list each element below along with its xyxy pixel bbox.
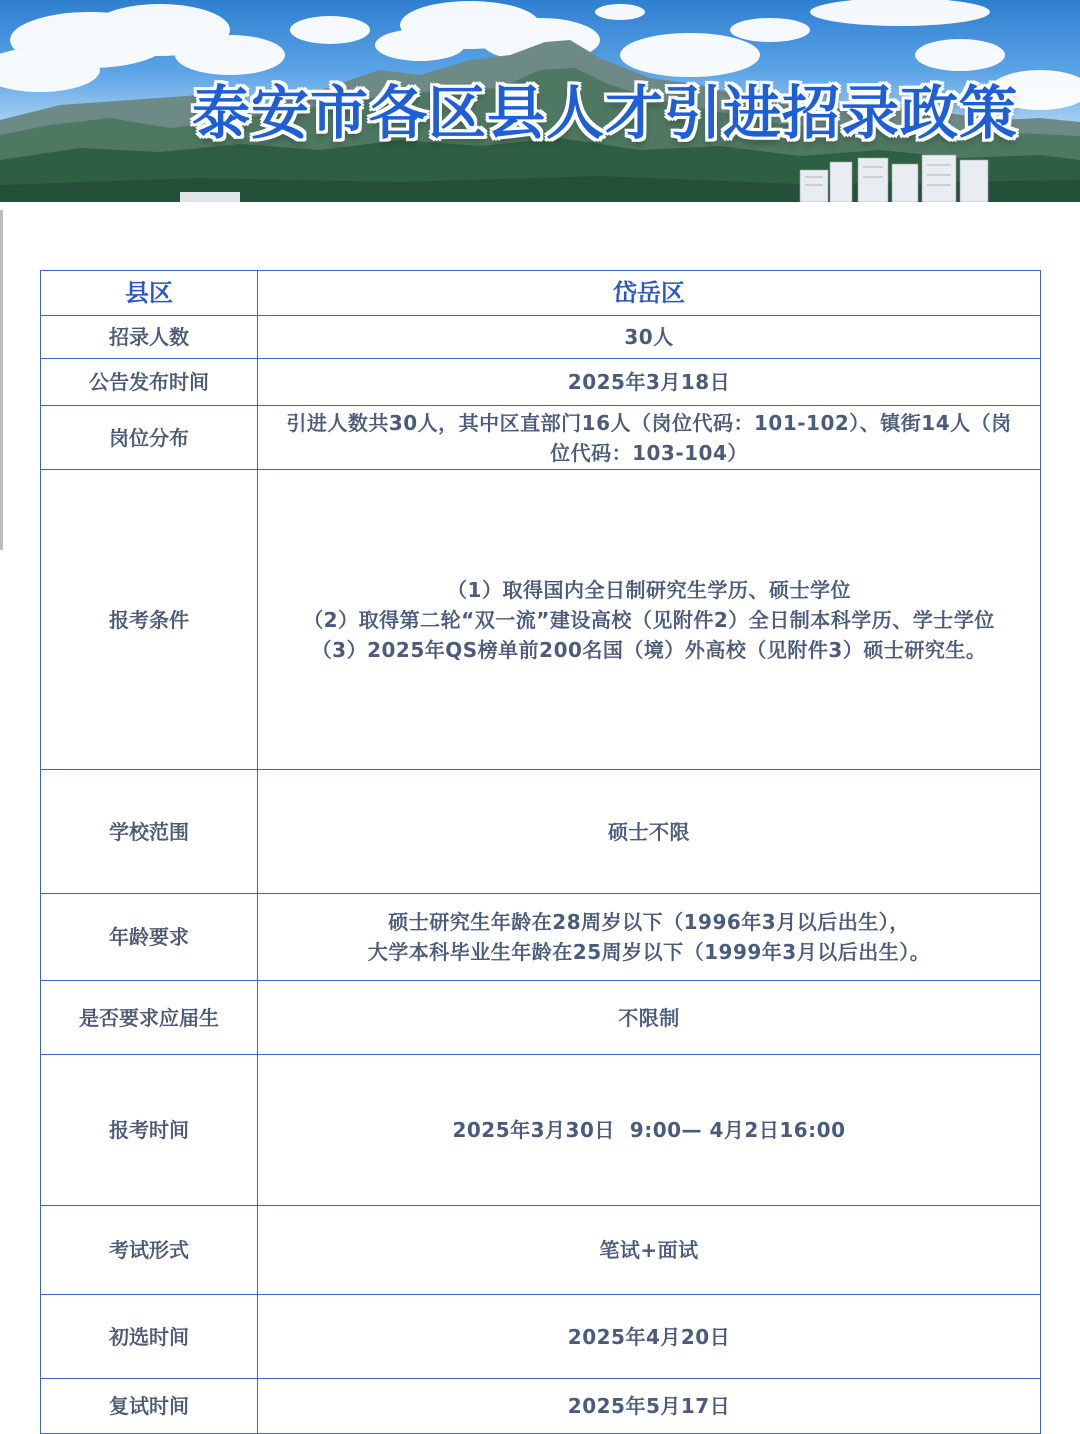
row-position-distribution: [41, 406, 1041, 470]
row-label: 学校范围: [41, 770, 258, 894]
row-label: 初选时间: [41, 1295, 258, 1379]
row-label: 年龄要求: [41, 894, 258, 981]
row-recruit-count: [41, 316, 1041, 359]
row-label: 报考条件: [41, 470, 258, 770]
row-retest-date: [41, 1379, 1041, 1434]
table-header-row: [41, 271, 1041, 316]
row-announce-date: [41, 359, 1041, 406]
row-requirements: [41, 470, 1041, 770]
row-label: 复试时间: [41, 1379, 258, 1434]
row-value: 硕士不限: [258, 770, 1041, 894]
row-exam-format: [41, 1206, 1041, 1295]
policy-table: [40, 270, 1041, 1434]
row-label: 报考时间: [41, 1055, 258, 1206]
row-label: 招录人数: [41, 316, 258, 359]
row-fresh-graduate: [41, 981, 1041, 1055]
header-county-label: 县区: [41, 271, 258, 316]
row-label: 岗位分布: [41, 406, 258, 470]
left-edge-divider: [0, 210, 3, 550]
row-school-scope: [41, 770, 1041, 894]
row-value: 笔试+面试: [258, 1206, 1041, 1295]
row-preliminary-date: [41, 1295, 1041, 1379]
header-county-value: 岱岳区: [258, 271, 1041, 316]
row-value: 硕士研究生年龄在28周岁以下（1996年3月以后出生）， 大学本科毕业生年龄在25周岁以下（1999年3月以后出生）。: [258, 894, 1041, 981]
row-value: 2025年3月18日: [258, 359, 1041, 406]
row-label: 公告发布时间: [41, 359, 258, 406]
row-age-requirement: [41, 894, 1041, 981]
row-value: 不限制: [258, 981, 1041, 1055]
row-value: 2025年5月17日: [258, 1379, 1041, 1434]
row-registration-time: [41, 1055, 1041, 1206]
page-title: 泰安市各区县人才引进招录政策: [191, 79, 1018, 147]
row-value: 引进人数共30人，其中区直部门16人（岗位代码：101-102）、镇街14人（岗 位代码：103-104）: [258, 406, 1041, 470]
row-value: 2025年4月20日: [258, 1295, 1041, 1379]
row-value: （1）取得国内全日制研究生学历、硕士学位 （2）取得第二轮“双一流”建设高校（见附件2）全日制本科学历、学士学位 （3）2025年QS榜单前200名国（境）外高校（见附件3）硕士研究生。: [258, 470, 1041, 770]
row-value: 30人: [258, 316, 1041, 359]
row-label: 是否要求应届生: [41, 981, 258, 1055]
row-value: 2025年3月30日 9:00— 4月2日16:00: [258, 1055, 1041, 1206]
row-label: 考试形式: [41, 1206, 258, 1295]
header-banner: [0, 0, 1080, 202]
